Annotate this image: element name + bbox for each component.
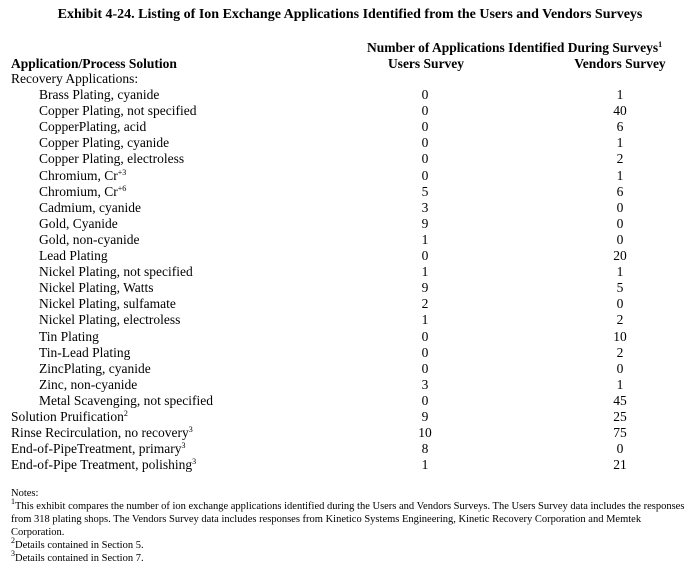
table-row: [0, 119, 700, 135]
vendors-survey-count: 1: [616, 135, 624, 151]
application-label: [39, 361, 151, 377]
application-label-text: CopperPlating, acid: [39, 119, 147, 135]
application-label-text: Solution Pruification: [11, 408, 124, 424]
application-label-text: Lead Plating: [39, 248, 108, 264]
notes-heading: Notes:: [11, 488, 39, 499]
note-3: [11, 549, 691, 565]
vendors-survey-count: 5: [616, 280, 624, 296]
vendors-survey-count: 45: [613, 392, 627, 408]
table-row: [0, 280, 700, 296]
application-label: [39, 296, 176, 312]
vendors-survey-count: 0: [616, 441, 624, 457]
table-row: [0, 264, 700, 280]
application-label-text: Chromium, Cr: [39, 167, 118, 183]
note-1: [11, 497, 691, 539]
users-survey-count: 0: [421, 392, 429, 408]
label-superscript: +3: [117, 167, 127, 177]
application-label: [11, 71, 138, 87]
users-survey-count: 1: [421, 264, 429, 280]
vendors-survey-count: 2: [616, 312, 624, 328]
users-survey-count: 0: [421, 248, 429, 264]
table-row: [0, 457, 700, 473]
application-label-text: Chromium, Cr: [39, 183, 118, 199]
application-label: [39, 264, 193, 280]
application-label: [39, 135, 169, 151]
users-survey-count: 10: [418, 425, 432, 441]
table-row: [0, 232, 700, 248]
users-survey-count: 1: [421, 312, 429, 328]
application-label: [39, 168, 126, 184]
table-row: [0, 151, 700, 167]
application-label: [39, 248, 108, 264]
application-label: [11, 409, 128, 425]
exhibit-title: Exhibit 4-24. Listing of Ion Exchange Applications Identified from the Users and Vendors Surveys: [57, 7, 643, 22]
label-superscript: +6: [117, 183, 127, 193]
application-label-text: ZincPlating, cyanide: [39, 360, 151, 376]
surveys-group-header: [367, 40, 662, 55]
table-row: [0, 393, 700, 409]
label-superscript: 3: [192, 457, 197, 467]
label-superscript: 2: [123, 408, 128, 418]
note-marker: 2: [11, 536, 15, 545]
application-label-text: Gold, Cyanide: [39, 215, 118, 231]
users-survey-count: 3: [421, 199, 429, 215]
vendors-survey-count: 6: [616, 119, 624, 135]
users-survey-count: 0: [421, 87, 429, 103]
note-2: [11, 536, 691, 552]
application-label-text: Gold, non-cyanide: [39, 231, 140, 247]
application-label: [39, 103, 196, 119]
table-row: [0, 361, 700, 377]
vendors-survey-count: 1: [616, 87, 624, 103]
users-survey-count: 5: [421, 183, 429, 199]
users-survey-column-header: Users Survey: [387, 56, 465, 71]
application-label-text: Tin-Lead Plating: [39, 344, 131, 360]
application-label-text: Nickel Plating, Watts: [39, 280, 154, 296]
vendors-survey-count: 0: [616, 231, 624, 247]
note-text: Details contained in Section 5.: [15, 540, 144, 551]
table-row: [0, 168, 700, 184]
table-row: [0, 345, 700, 361]
application-label: [39, 232, 139, 248]
vendors-survey-count: 21: [613, 457, 627, 473]
vendors-survey-count: 0: [616, 215, 624, 231]
application-label-text: End-of-Pipe Treatment, polishing: [11, 457, 193, 473]
users-survey-count: 0: [421, 360, 429, 376]
application-label-text: Tin Plating: [39, 328, 99, 344]
application-label: [39, 393, 213, 409]
application-label-text: Copper Plating, cyanide: [39, 135, 170, 151]
table-row: [0, 329, 700, 345]
vendors-survey-count: 25: [613, 408, 627, 424]
application-label-text: Nickel Plating, sulfamate: [39, 296, 176, 312]
note-text: Details contained in Section 7.: [15, 553, 144, 564]
application-label-text: End-of-PipeTreatment, primary: [11, 441, 182, 457]
application-label-text: Zinc, non-cyanide: [39, 376, 138, 392]
users-survey-count: 0: [421, 119, 429, 135]
users-survey-count: 3: [421, 376, 429, 392]
vendors-survey-count: 75: [613, 425, 627, 441]
table-row: [0, 425, 700, 441]
application-label: [39, 87, 159, 103]
users-survey-count: 1: [421, 457, 429, 473]
vendors-survey-count: 2: [616, 151, 624, 167]
users-survey-count: 1: [421, 231, 429, 247]
application-label: [39, 312, 180, 328]
application-label: [39, 184, 126, 200]
footnote-marker: 1: [658, 40, 663, 49]
application-label-text: Copper Plating, not specified: [39, 103, 197, 119]
application-label: [39, 151, 184, 167]
vendors-survey-count: 0: [616, 199, 624, 215]
application-label-text: Nickel Plating, electroless: [39, 312, 181, 328]
application-label: [11, 425, 193, 441]
users-survey-count: 2: [421, 296, 429, 312]
vendors-survey-column-header: Vendors Survey: [574, 56, 666, 71]
users-survey-count: 0: [421, 103, 429, 119]
application-label-text: Cadmium, cyanide: [39, 199, 141, 215]
application-label: [39, 280, 154, 296]
users-survey-count: 0: [421, 151, 429, 167]
application-label: [39, 200, 141, 216]
application-label-text: Brass Plating, cyanide: [39, 87, 160, 103]
table-row: [0, 103, 700, 119]
table-row: [0, 135, 700, 151]
note-marker: 3: [11, 549, 15, 558]
vendors-survey-count: 2: [616, 344, 624, 360]
table-row: [0, 87, 700, 103]
table-row: [0, 184, 700, 200]
application-label: [39, 329, 99, 345]
users-survey-count: 0: [421, 135, 429, 151]
table-row: [0, 377, 700, 393]
application-label-text: Recovery Applications:: [11, 71, 139, 86]
note-text: This exhibit compares the number of ion exchange applications identified during the Users and Vendors Surveys. The Users Survey data includes the responses from 318 plating shops. The Vendors Survey data includes responses from Kinetico Systems Engineering, Kinetic Recovery Corporation and Memtek Corporation.: [11, 501, 685, 538]
application-label: [39, 119, 146, 135]
vendors-survey-count: 1: [616, 264, 624, 280]
application-label: [39, 216, 118, 232]
application-label-text: Metal Scavenging, not specified: [39, 392, 213, 408]
note-marker: 1: [11, 497, 15, 506]
vendors-survey-count: 1: [616, 376, 624, 392]
application-label: [11, 457, 196, 473]
vendors-survey-count: 20: [613, 248, 627, 264]
application-label-text: Copper Plating, electroless: [39, 151, 185, 167]
table-row: [0, 312, 700, 328]
application-label: [39, 345, 130, 361]
application-label: [39, 377, 137, 393]
vendors-survey-count: 6: [616, 183, 624, 199]
users-survey-count: 8: [421, 441, 429, 457]
label-superscript: 3: [188, 425, 193, 435]
vendors-survey-count: 0: [616, 360, 624, 376]
table-row: [0, 296, 700, 312]
table-row: [0, 409, 700, 425]
users-survey-count: 0: [421, 167, 429, 183]
table-row: [0, 441, 700, 457]
application-label: [11, 441, 185, 457]
vendors-survey-count: 40: [613, 103, 627, 119]
users-survey-count: 0: [421, 344, 429, 360]
users-survey-count: 9: [421, 215, 429, 231]
notes-section: [11, 487, 691, 565]
vendors-survey-count: 0: [616, 296, 624, 312]
application-column-header: Application/Process Solution: [11, 56, 177, 71]
users-survey-count: 9: [421, 408, 429, 424]
surveys-group-header-text: Number of Applications Identified During Surveys: [367, 40, 659, 55]
users-survey-count: 9: [421, 280, 429, 296]
table-row: [0, 200, 700, 216]
table-row: [0, 71, 700, 87]
label-superscript: 3: [181, 441, 186, 451]
applications-table: [0, 71, 700, 473]
application-label-text: Rinse Recirculation, no recovery: [11, 425, 189, 441]
vendors-survey-count: 10: [613, 328, 627, 344]
users-survey-count: 0: [421, 328, 429, 344]
table-row: [0, 216, 700, 232]
vendors-survey-count: 1: [616, 167, 624, 183]
table-row: [0, 248, 700, 264]
application-label-text: Nickel Plating, not specified: [39, 264, 193, 280]
